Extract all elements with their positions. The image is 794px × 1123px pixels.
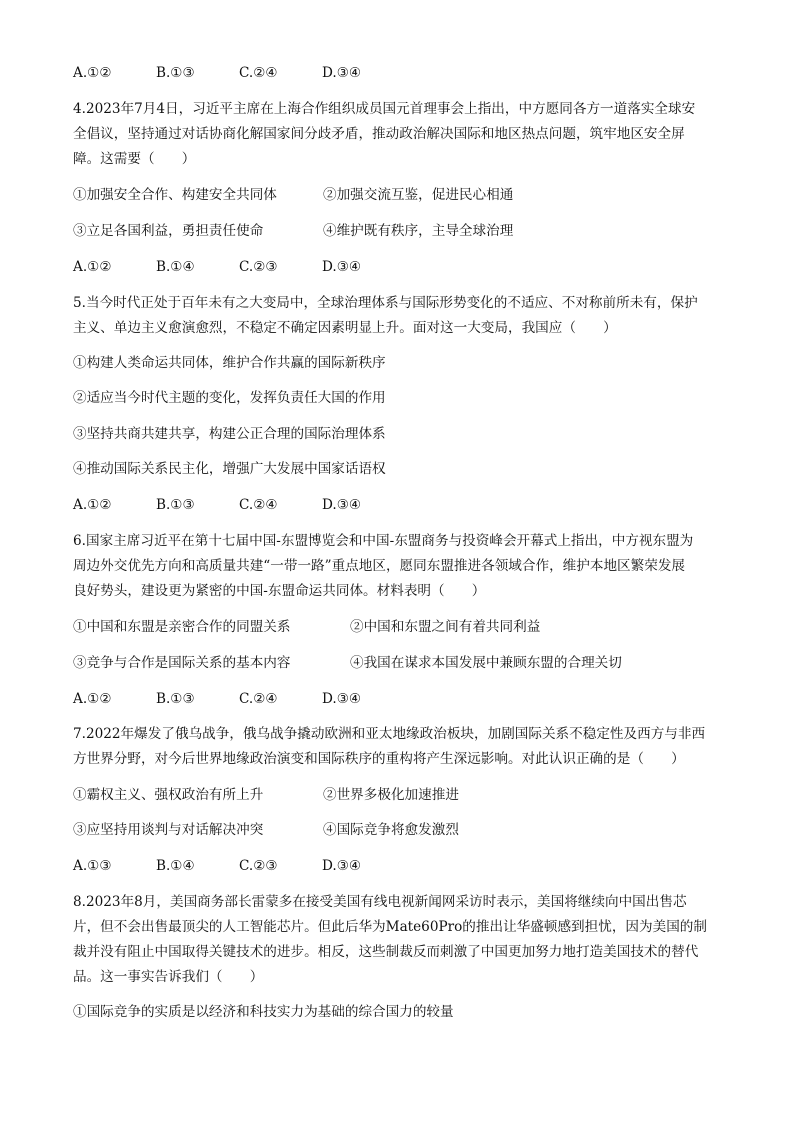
q4-options — [73, 258, 361, 276]
q7-option-a: A.①③ — [73, 858, 112, 874]
q5-option-c: C.②④ — [239, 497, 278, 513]
q3-option-d: D.③④ — [322, 65, 362, 81]
q4-item-4: ④维护既有秩序，主导全球治理 — [323, 223, 514, 239]
q7-stem-line: 方世界分野，对今后世界地缘政治演变和国际秩序的重构将产生深远影响。对此认识正确的是（ ） — [73, 751, 685, 767]
q8-stem-line: 8.2023年8月，美国商务部长雷蒙多在接受美国有线电视新闻网采访时表示，美国将继续向中国出售芯 — [73, 894, 687, 910]
q5-option-b: B.①③ — [156, 497, 195, 513]
q6-option-c: C.②④ — [239, 691, 278, 707]
q8-stem-line: 裁并没有阻止中国取得关键技术的进步。相反，这些制裁反而刺激了中国更加努力地打造美国技术的替代 — [73, 944, 699, 960]
q6-item-4: ④我国在谋求本国发展中兼顾东盟的合理关切 — [350, 655, 622, 671]
q7-option-b: B.①④ — [156, 858, 195, 874]
q6-stem-line: 周边外交优先方向和高质量共建“一带一路”重点地区，愿同东盟推进各领域合作，维护本地区繁荣发展 — [73, 558, 686, 574]
q6-items-row — [73, 618, 540, 636]
q7-item-1: ①霸权主义、强权政治有所上升 — [73, 787, 264, 803]
q4-items-row — [73, 222, 513, 240]
q7-options — [73, 857, 361, 875]
q6-option-d: D.③④ — [322, 691, 362, 707]
q3-option-b: B.①③ — [156, 65, 195, 81]
q3-option-c: C.②④ — [239, 65, 278, 81]
q7-items-row — [73, 786, 459, 804]
q6-item-3: ③竞争与合作是国际关系的基本内容 — [73, 655, 291, 671]
q5-item-2: ②适应当今时代主题的变化，发挥负责任大国的作用 — [73, 390, 386, 406]
q3-options — [73, 64, 361, 82]
q4-item-1: ①加强安全合作、构建安全共同体 — [73, 187, 277, 203]
q6-option-b: B.①③ — [156, 691, 195, 707]
q6-stem-line: 6.国家主席习近平在第十七届中国-东盟博览会和中国-东盟商务与投资峰会开幕式上指出，中方视东盟为 — [73, 533, 694, 549]
q4-option-a: A.①② — [73, 259, 112, 275]
q5-options — [73, 496, 361, 514]
q5-option-a: A.①② — [73, 497, 112, 513]
q5-item-3: ③坚持共商共建共享，构建公正合理的国际治理体系 — [73, 426, 386, 442]
q5-item-1: ①构建人类命运共同体，维护合作共赢的国际新秩序 — [73, 355, 386, 371]
q7-stem-line: 7.2022年爆发了俄乌战争，俄乌战争撬动欧洲和亚太地缘政治板块，加剧国际关系不稳定性及西方与非西 — [73, 726, 706, 742]
q6-options — [73, 690, 361, 708]
q7-option-d: D.③④ — [322, 858, 362, 874]
q3-option-a: A.①② — [73, 65, 112, 81]
q7-item-4: ④国际竞争将愈发激烈 — [323, 822, 459, 838]
q5-option-d: D.③④ — [322, 497, 362, 513]
q8-item-1: ①国际竞争的实质是以经济和科技实力为基础的综合国力的较量 — [73, 1004, 454, 1020]
q5-item-4: ④推动国际关系民主化，增强广大发展中国家话语权 — [73, 461, 386, 477]
q4-item-2: ②加强交流互鉴，促进民心相通 — [323, 187, 514, 203]
q7-items-row — [73, 821, 459, 839]
q4-stem-line: 障。这需要（ ） — [73, 151, 196, 167]
q6-stem-line: 良好势头，建设更为紧密的中国-东盟命运共同体。材料表明（ ） — [73, 583, 486, 599]
q4-items-row — [73, 186, 513, 204]
q4-item-3: ③立足各国利益，勇担责任使命 — [73, 223, 264, 239]
q6-item-2: ②中国和东盟之间有着共同利益 — [350, 619, 541, 635]
q6-items-row — [73, 654, 622, 672]
q6-item-1: ①中国和东盟是亲密合作的同盟关系 — [73, 619, 291, 635]
q8-stem-line: 片，但不会出售最顶尖的人工智能芯片。但此后华为Mate60Pro的推出让华盛顿感到担忧，因为美国的制 — [73, 919, 707, 935]
q4-option-d: D.③④ — [322, 259, 362, 275]
q4-stem-line: 4.2023年7月4日，习近平主席在上海合作组织成员国元首理事会上指出，中方愿同各方一道落实全球安 — [73, 101, 696, 117]
q5-stem-line: 5.当今时代正处于百年未有之大变局中，全球治理体系与国际形势变化的不适应、不对称前所未有，保护 — [73, 295, 698, 311]
q6-option-a: A.①② — [73, 691, 112, 707]
q4-option-b: B.①④ — [156, 259, 195, 275]
q7-item-2: ②世界多极化加速推进 — [323, 787, 459, 803]
q7-option-c: C.②③ — [239, 858, 278, 874]
q7-item-3: ③应坚持用谈判与对话解决冲突 — [73, 822, 264, 838]
q8-stem-line: 品。这一事实告诉我们（ ） — [73, 969, 264, 985]
q5-stem-line: 主义、单边主义愈演愈烈，不稳定不确定因素明显上升。面对这一大变局，我国应（ ） — [73, 320, 617, 336]
q4-stem-line: 全倡议，坚持通过对话协商化解国家间分歧矛盾，推动政治解决国际和地区热点问题，筑牢地区安全屏 — [73, 126, 685, 142]
q4-option-c: C.②③ — [239, 259, 278, 275]
